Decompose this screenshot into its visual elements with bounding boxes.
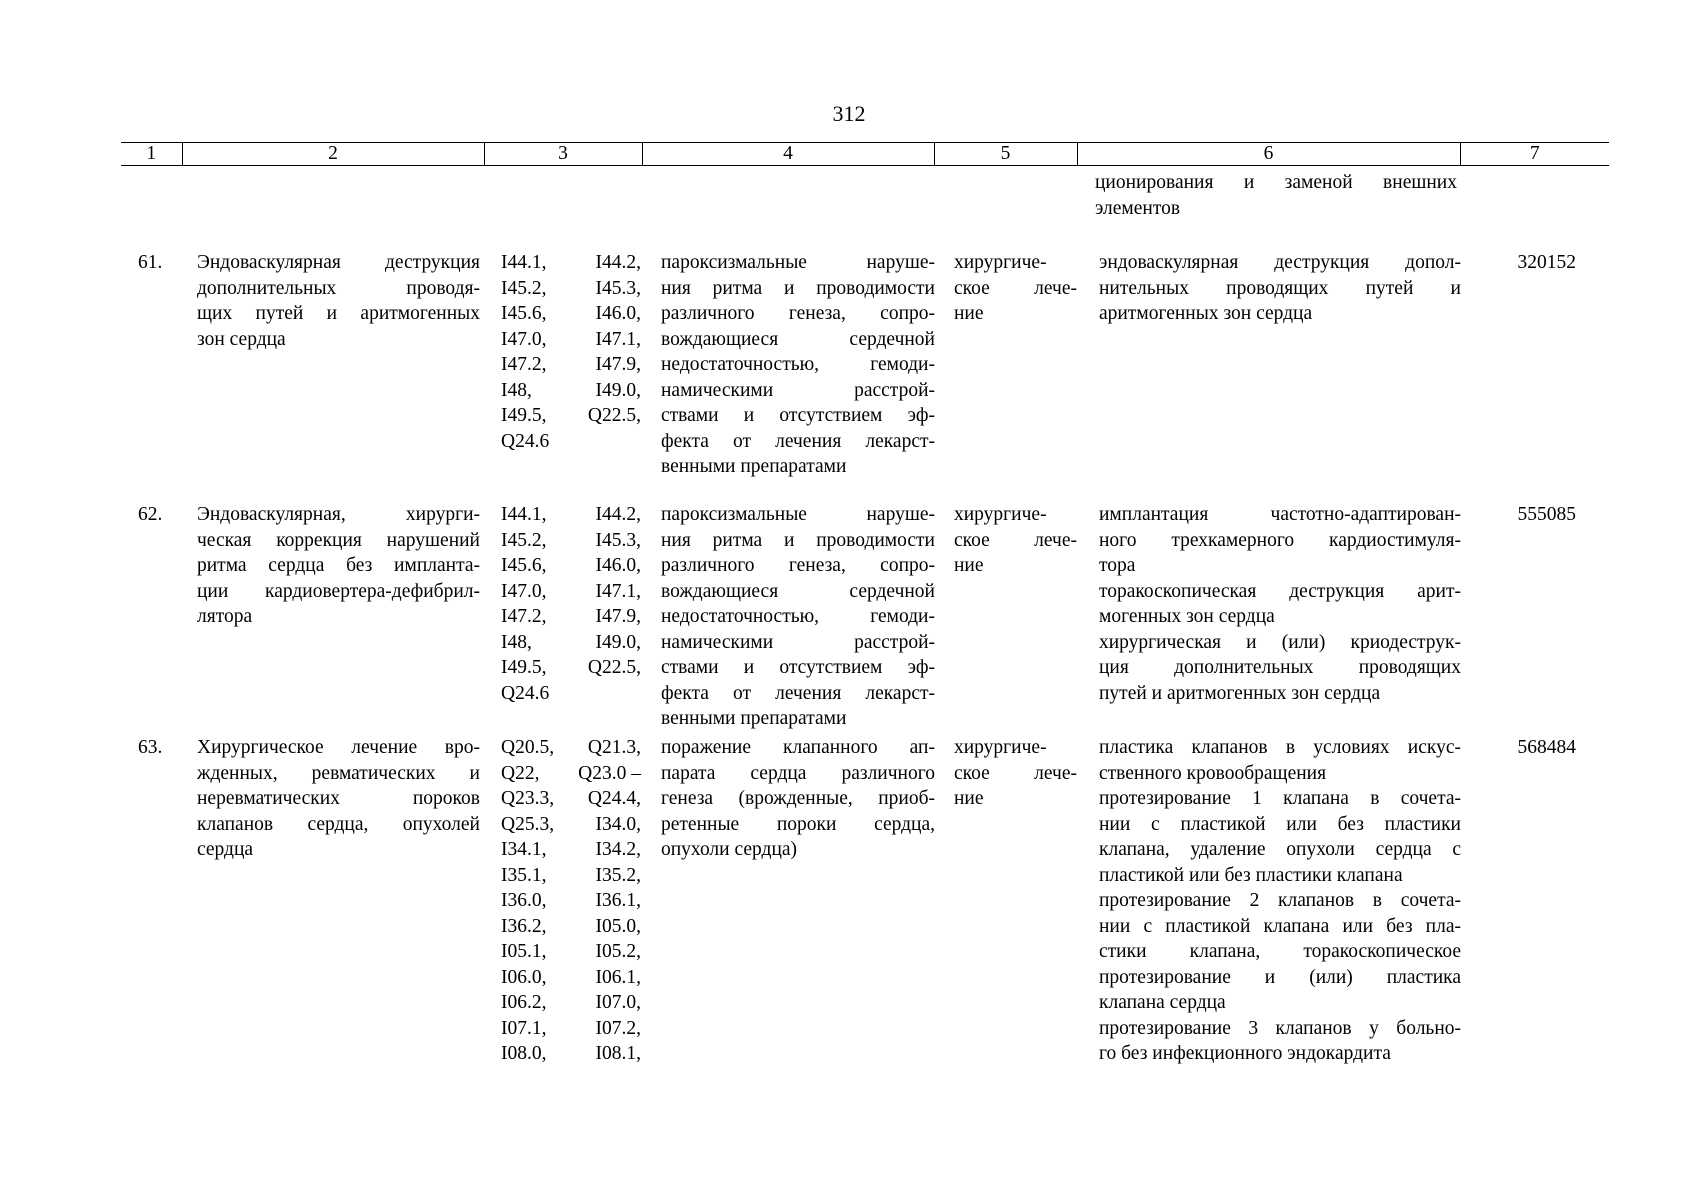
icd-code-row	[501, 553, 641, 579]
standard-cost: 568484	[1517, 737, 1576, 758]
text-line: аритмогенных зон сердца	[1099, 303, 1313, 324]
icd-code: I36.2,	[501, 915, 547, 937]
text-line: тора	[1099, 555, 1136, 576]
icd-code: I45.6,	[501, 303, 547, 324]
icd-code-row	[501, 863, 641, 889]
treatment-method	[1099, 735, 1461, 1067]
icd-code: I08.0,	[501, 1043, 547, 1064]
text-line: недостаточностью, гемоди-	[661, 354, 935, 375]
text-line: могенных зон сердца	[1099, 606, 1275, 627]
text-line: ское лече-	[954, 529, 1077, 551]
text-line: ние	[954, 555, 984, 576]
text-line: ния ритма и проводимости	[661, 277, 935, 299]
text-line: нительных проводящих путей и	[1099, 277, 1461, 299]
icd-code-row	[501, 327, 641, 353]
icd-code: I44.1,	[501, 252, 547, 273]
icd-code-row	[501, 1016, 641, 1042]
text-line: различного генеза, сопро-	[661, 303, 935, 324]
text-line: протезирование 1 клапана в сочета-	[1099, 788, 1461, 809]
icd-code: I45.2,	[501, 529, 547, 551]
icd-code: Q21.3,	[587, 737, 641, 758]
icd-code-row	[501, 914, 641, 940]
text-line: недостаточностью, гемоди-	[661, 606, 935, 627]
icd-code: I36.0,	[501, 890, 547, 911]
icd-code: I47.1,	[595, 580, 641, 602]
treatment-method	[1099, 502, 1461, 706]
icd-code: I45.3,	[595, 277, 641, 299]
text-line: протезирование 2 клапанов в сочета-	[1099, 890, 1461, 911]
text-line: хирургическая и (или) криодеструк-	[1099, 631, 1461, 653]
text-line: фекта от лечения лекарст-	[661, 682, 935, 704]
icd-code-row	[501, 786, 641, 812]
icd-code: Q23.3,	[501, 788, 555, 809]
icd-code: I06.0,	[501, 966, 547, 988]
text-line: пароксизмальные наруше-	[661, 252, 935, 273]
text-line: эндоваскулярная деструкция допол-	[1099, 252, 1461, 273]
icd-code: I46.0,	[595, 555, 641, 576]
icd-code-row	[501, 888, 641, 914]
text-line: ственного кровообращения	[1099, 762, 1327, 784]
patient-model	[661, 250, 935, 480]
treatment-type	[954, 735, 1077, 812]
standard-cost: 320152	[1517, 252, 1576, 273]
text-line: хирургиче-	[954, 737, 1047, 758]
text-line: протезирование 3 клапанов у больно-	[1099, 1017, 1461, 1039]
icd-code: I07.1,	[501, 1017, 547, 1039]
icd-code-row	[501, 579, 641, 605]
standard-cost: 555085	[1517, 504, 1576, 525]
row-number: 62.	[138, 504, 163, 525]
icd-code-row	[501, 528, 641, 554]
column-header-2: 2	[182, 143, 484, 166]
icd-code: I05.1,	[501, 941, 547, 962]
row-number: 61.	[138, 252, 163, 273]
icd-code: I47.1,	[595, 328, 641, 350]
icd-codes	[501, 502, 641, 706]
icd-code-row	[501, 250, 641, 276]
icd-code: Q25.3,	[501, 813, 555, 835]
icd-code: Q20.5,	[501, 737, 555, 758]
icd-code-row	[501, 837, 641, 863]
icd-code: I47.0,	[501, 328, 547, 350]
text-line: ция дополнительных проводящих	[1099, 657, 1461, 678]
text-line: парата сердца различного	[661, 762, 935, 784]
column-header-7: 7	[1460, 143, 1609, 166]
continuation-line: ционирования и заменой внешних	[1095, 172, 1457, 193]
icd-code: I35.1,	[501, 864, 547, 886]
text-line: ское лече-	[954, 762, 1077, 784]
icd-code: I49.5,	[501, 405, 547, 426]
icd-code: I34.1,	[501, 839, 547, 860]
icd-code-row	[501, 429, 641, 455]
page-number: 312	[832, 101, 866, 126]
text-line: ритма сердца без импланта-	[197, 555, 480, 576]
text-line: торакоскопическая деструкция арит-	[1099, 580, 1461, 602]
row-number: 63.	[138, 737, 163, 758]
icd-code: I47.2,	[501, 606, 547, 627]
icd-code: Q24.6	[501, 682, 550, 704]
icd-code-row	[501, 939, 641, 965]
text-line: генеза (врожденные, приоб-	[661, 788, 935, 809]
service-name	[197, 502, 480, 630]
text-line: фекта от лечения лекарст-	[661, 430, 935, 452]
icd-code: I08.1,	[595, 1043, 641, 1064]
icd-code: I05.2,	[595, 941, 641, 962]
text-line: ции кардиовертера-дефибрил-	[197, 580, 480, 602]
text-line: го без инфекционного эндокардита	[1099, 1043, 1391, 1064]
text-line: намическими расстрой-	[661, 379, 935, 401]
text-line: ское лече-	[954, 277, 1077, 299]
treatment-type	[954, 502, 1077, 579]
icd-code-row	[501, 990, 641, 1016]
text-line: зон сердца	[197, 328, 286, 350]
text-line: ного трехкамерного кардиостимуля-	[1099, 529, 1461, 551]
text-line: хирургиче-	[954, 252, 1047, 273]
icd-code-row	[501, 604, 641, 630]
icd-code: I49.0,	[595, 379, 641, 401]
text-line: вождающиеся сердечной	[661, 328, 935, 350]
icd-code-row	[501, 812, 641, 838]
icd-code: I45.3,	[595, 529, 641, 551]
text-line: венными препаратами	[661, 708, 847, 729]
icd-code: I06.1,	[595, 966, 641, 988]
icd-code: I05.0,	[595, 915, 641, 937]
text-line: неревматических пороков	[197, 788, 480, 809]
column-header-row	[121, 143, 1609, 166]
icd-code: I07.0,	[595, 992, 641, 1013]
text-line: клапана, удаление опухоли сердца с	[1099, 839, 1461, 860]
icd-code-row	[501, 378, 641, 404]
text-line: пароксизмальные наруше-	[661, 504, 935, 525]
icd-code: I06.2,	[501, 992, 547, 1013]
text-line: нии с пластикой клапана или без пла-	[1099, 915, 1461, 937]
treatment-type	[954, 250, 1077, 327]
icd-code-row	[501, 655, 641, 681]
icd-code: I46.0,	[595, 303, 641, 324]
icd-code: I07.2,	[595, 1017, 641, 1039]
text-line: ческая коррекция нарушений	[197, 529, 480, 551]
text-line: нии с пластикой или без пластики	[1099, 813, 1461, 835]
icd-code-row	[501, 735, 641, 761]
icd-code: Q23.0 –	[578, 762, 641, 784]
column-header-table	[121, 142, 1609, 166]
text-line: опухоли сердца)	[661, 839, 798, 860]
text-line: Эндоваскулярная, хирурги-	[197, 504, 480, 525]
icd-code: I48,	[501, 631, 532, 653]
column-header-6: 6	[1077, 143, 1460, 166]
text-line: путей и аритмогенных зон сердца	[1099, 682, 1381, 704]
icd-code: I48,	[501, 379, 532, 401]
icd-code-row	[501, 276, 641, 302]
icd-code: I47.9,	[595, 606, 641, 627]
icd-code: Q22,	[501, 762, 540, 784]
patient-model	[661, 735, 935, 863]
text-line: клапана сердца	[1099, 992, 1226, 1013]
text-line: ствами и отсутствием эф-	[661, 657, 935, 678]
icd-code: I49.5,	[501, 657, 547, 678]
icd-code-row	[501, 352, 641, 378]
icd-code: I45.6,	[501, 555, 547, 576]
continuation-text	[1095, 170, 1457, 221]
icd-code: I44.2,	[595, 504, 641, 525]
text-line: хирургиче-	[954, 504, 1047, 525]
text-line: дополнительных проводя-	[197, 277, 480, 299]
text-line: пластика клапанов в условиях искус-	[1099, 737, 1461, 758]
column-header-1: 1	[121, 143, 182, 166]
icd-code-row	[501, 965, 641, 991]
column-header-3: 3	[484, 143, 642, 166]
text-line: щих путей и аритмогенных	[197, 303, 480, 324]
patient-model	[661, 502, 935, 732]
service-name	[197, 250, 480, 352]
text-line: различного генеза, сопро-	[661, 555, 935, 576]
text-line: ние	[954, 303, 984, 324]
icd-codes	[501, 250, 641, 454]
icd-code: Q24.4,	[587, 788, 641, 809]
service-name	[197, 735, 480, 863]
icd-code-row	[501, 681, 641, 707]
text-line: ретенные пороки сердца,	[661, 813, 935, 835]
column-header-4: 4	[642, 143, 934, 166]
text-line: имплантация частотно-адаптирован-	[1099, 504, 1461, 525]
text-line: ствами и отсутствием эф-	[661, 405, 935, 426]
text-line: Хирургическое лечение вро-	[197, 737, 480, 758]
text-line: стики клапана, торакоскопическое	[1099, 941, 1461, 962]
icd-code-row	[501, 403, 641, 429]
icd-code: I49.0,	[595, 631, 641, 653]
icd-code: I34.0,	[595, 813, 641, 835]
icd-code-row	[501, 630, 641, 656]
icd-code: Q22.5,	[587, 657, 641, 678]
text-line: сердца	[197, 839, 254, 860]
icd-code-row	[501, 301, 641, 327]
icd-code: I34.2,	[595, 839, 641, 860]
icd-code-row	[501, 502, 641, 528]
text-line: пластикой или без пластики клапана	[1099, 864, 1403, 886]
icd-code: I44.1,	[501, 504, 547, 525]
text-line: Эндоваскулярная деструкция	[197, 252, 480, 273]
text-line: ние	[954, 788, 984, 809]
icd-code-row	[501, 1041, 641, 1067]
icd-codes	[501, 735, 641, 1067]
icd-code-row	[501, 761, 641, 787]
text-line: протезирование и (или) пластика	[1099, 966, 1461, 988]
icd-code: I47.9,	[595, 354, 641, 375]
icd-code: I36.1,	[595, 890, 641, 911]
icd-code: I44.2,	[595, 252, 641, 273]
text-line: жденных, ревматических и	[197, 762, 480, 784]
text-line: вождающиеся сердечной	[661, 580, 935, 602]
text-line: лятора	[197, 606, 253, 627]
text-line: клапанов сердца, опухолей	[197, 813, 480, 835]
icd-code: I47.0,	[501, 580, 547, 602]
treatment-method	[1099, 250, 1461, 327]
icd-code: I45.2,	[501, 277, 547, 299]
continuation-line: элементов	[1095, 197, 1181, 219]
text-line: венными препаратами	[661, 456, 847, 477]
icd-code: Q22.5,	[587, 405, 641, 426]
text-line: ния ритма и проводимости	[661, 529, 935, 551]
text-line: намическими расстрой-	[661, 631, 935, 653]
column-header-5: 5	[934, 143, 1077, 166]
text-line: поражение клапанного ап-	[661, 737, 935, 758]
icd-code: I35.2,	[595, 864, 641, 886]
icd-code: I47.2,	[501, 354, 547, 375]
icd-code: Q24.6	[501, 430, 550, 452]
